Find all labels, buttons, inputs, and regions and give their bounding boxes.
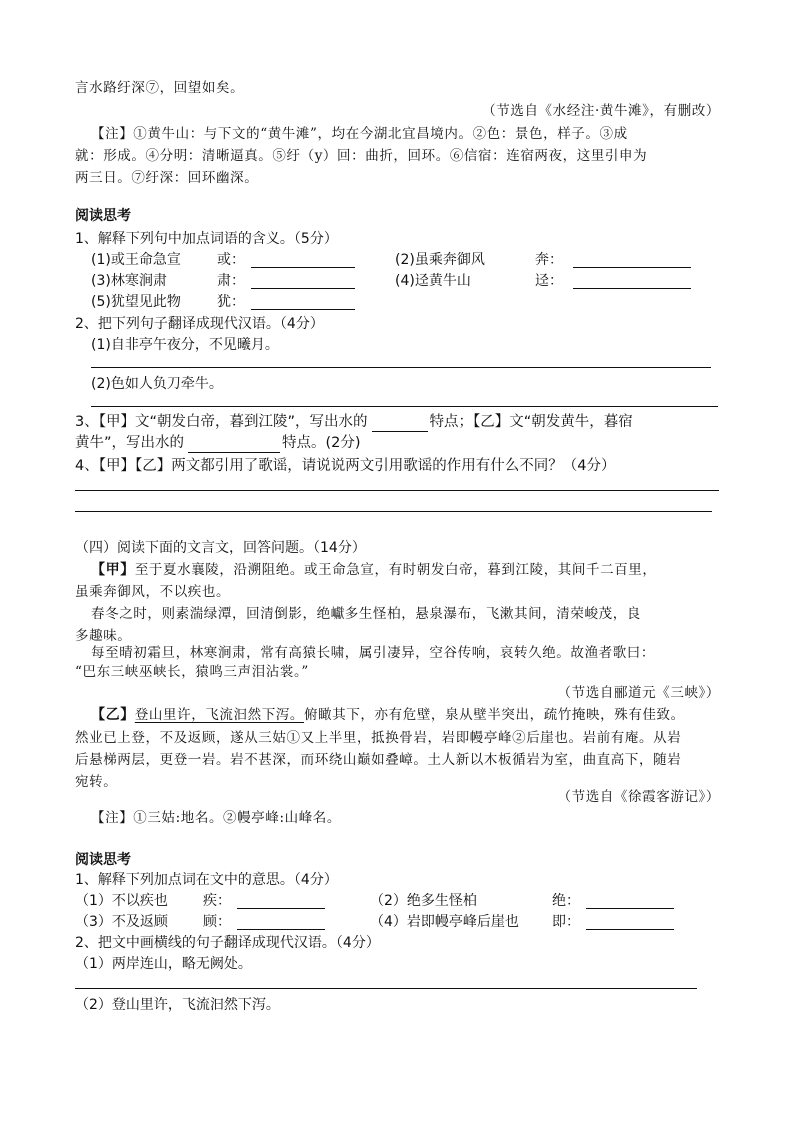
answer-blank[interactable] — [251, 252, 355, 268]
passage-jia-line: “巴东三峡巫峡长，猿鸣三声泪沾裳。” — [75, 664, 309, 680]
question-2: 2、把文中画横线的句子翻译成现代汉语。（4分） — [75, 935, 380, 951]
passage-jia-line: 春冬之时，则素湍绿潭，回清倒影，绝巘多生怪柏，悬泉瀑布，飞漱其间，清荣峻茂，良 — [91, 606, 641, 622]
translation-prompt: (2)色如人负刀牵牛。 — [91, 376, 223, 392]
vocab-sentence: （4）岩即幔亭峰后崖也 — [370, 914, 519, 930]
annotation-line: 就：形成。④分明：清晰逼真。⑤纡（y）回：曲折，回环。⑥信宿：连宿两夜，这里引申为 — [75, 148, 648, 164]
vocab-item — [75, 912, 231, 932]
vocab-item — [370, 912, 580, 932]
vocab-word: 犹： — [217, 294, 245, 310]
question-3-text: 特点。(2分) — [282, 435, 361, 451]
question-1: 1、解释下列句中加点词语的含义。（5分） — [75, 231, 338, 247]
vocab-word: 绝： — [552, 893, 580, 909]
passage-line: 言水路纡深⑦，回望如矣。 — [75, 80, 245, 96]
question-3-text: 黄牛”，写出水的 — [75, 435, 185, 451]
answer-blank[interactable] — [372, 416, 428, 432]
vocab-sentence: （1）不以疾也 — [75, 893, 168, 909]
passage-yi-line: 然业已上登，不及返顾，遂从三姑①又上半里，抵换骨岩，岩即幔亭峰②后崖也。岩前有庵。从岩 — [75, 730, 682, 746]
passage-yi-line: 宛转。 — [75, 774, 118, 790]
passage-text: 俯瞰其下，亦有危壁，泉从壁半突出，疏竹掩映，殊有佳致。 — [304, 707, 685, 723]
question-2: 2、把下列句子翻译成现代汉语。（4分） — [75, 316, 324, 332]
passage-text: 至于夏水襄陵，沿溯阻绝。或王命急宣，有时朝发白帝，暮到江陵，其间千二百里， — [134, 562, 657, 578]
source-citation: （节选自《徐霞客游记》） — [557, 789, 720, 805]
vocab-sentence: （3）不及返顾 — [75, 914, 168, 930]
annotation-line: 两三日。⑦纡深：回环幽深。 — [75, 170, 259, 186]
annotation-line: 【注】①黄牛山：与下文的“黄牛滩”，均在今湖北宜昌境内。②色：景色，样子。③成 — [91, 126, 628, 142]
vocab-item — [75, 891, 231, 911]
vocab-item — [395, 271, 563, 291]
vocab-word: 疾： — [203, 893, 231, 909]
vocab-word: 即： — [552, 914, 580, 930]
vocab-word: 或： — [217, 252, 245, 268]
vocab-sentence: （2）绝多生怪柏 — [370, 893, 477, 909]
question-3-text: 特点；【乙】文“朝发黄牛，暮宿 — [429, 414, 633, 430]
question-3 — [75, 412, 633, 432]
answer-blank[interactable] — [573, 273, 691, 289]
vocab-sentence: (3)林寒涧肃 — [91, 273, 167, 289]
passage-yi-line — [91, 705, 685, 725]
vocab-item — [395, 250, 563, 270]
question-3-text: 3、【甲】文“朝发白帝，暮到江陵”，写出水的 — [75, 414, 368, 430]
translation-prompt: （2）登山里许，飞流汩然下泻。 — [75, 997, 280, 1013]
vocab-word: 顾： — [203, 914, 231, 930]
source-citation: （节选自郦道元《三峡》） — [557, 685, 720, 701]
passage-yi-line: 后悬梯两层，更登一岩。岩不甚深，而环绕山巅如叠嶂。土人新以木板循岩为室，曲直高下，随岩 — [75, 752, 682, 768]
vocab-sentence: (5)犹望见此物 — [91, 294, 181, 310]
vocab-word: 肃： — [217, 273, 245, 289]
passage-jia-line — [91, 560, 657, 580]
passage-label: 【乙】 — [91, 707, 135, 723]
answer-line[interactable] — [75, 490, 719, 491]
question-1: 1、解释下列加点词在文中的意思。（4分） — [75, 872, 338, 888]
answer-line[interactable] — [75, 988, 697, 989]
answer-blank[interactable] — [237, 893, 325, 909]
vocab-item — [91, 292, 245, 312]
translation-prompt: (1)自非亭午夜分，不见曦月。 — [91, 337, 279, 353]
translation-prompt: （1）两岸连山，略无阙处。 — [75, 956, 252, 972]
answer-blank[interactable] — [251, 294, 355, 310]
answer-line[interactable] — [91, 406, 718, 407]
section-title: （四）阅读下面的文言文，回答问题。（14分） — [75, 540, 366, 556]
passage-jia-line: 虽乘奔御风，不以疾也。 — [75, 584, 231, 600]
passage-jia-line: 多趣味。 — [75, 628, 132, 644]
section-heading: 阅读思考 — [75, 852, 131, 868]
answer-blank[interactable] — [188, 437, 280, 453]
answer-blank[interactable] — [573, 252, 691, 268]
annotation-line: 【注】①三姑:地名。②幔亭峰:山峰名。 — [91, 810, 341, 826]
answer-blank[interactable] — [251, 273, 355, 289]
vocab-sentence: (4)迳黄牛山 — [395, 273, 471, 289]
question-4: 4、【甲】【乙】两文都引用了歌谣，请说说两文引用歌谣的作用有什么不同？（4分） — [75, 458, 616, 474]
question-3-cont — [75, 433, 361, 453]
vocab-word: 奔： — [535, 252, 563, 268]
vocab-sentence: (1)或王命急宣 — [91, 252, 181, 268]
answer-blank[interactable] — [586, 893, 674, 909]
answer-line[interactable] — [75, 511, 712, 512]
answer-line[interactable] — [91, 367, 711, 368]
vocab-item — [91, 271, 245, 291]
answer-blank[interactable] — [237, 914, 325, 930]
passage-label: 【甲】 — [91, 562, 135, 578]
underlined-sentence: 登山里许，飞流汩然下泻。 — [134, 707, 305, 723]
vocab-item — [370, 891, 580, 911]
answer-blank[interactable] — [586, 914, 674, 930]
passage-jia-line: 每至晴初霜旦，林寒涧肃，常有高猿长啸，属引凄异，空谷传响，哀转久绝。故渔者歌曰： — [91, 645, 655, 661]
vocab-sentence: (2)虽乘奔御风 — [395, 252, 485, 268]
source-citation: （节选自《水经注·黄牛滩》，有删改） — [482, 103, 720, 119]
section-heading: 阅读思考 — [75, 208, 131, 224]
vocab-word: 迳： — [535, 273, 563, 289]
vocab-item — [91, 250, 245, 270]
